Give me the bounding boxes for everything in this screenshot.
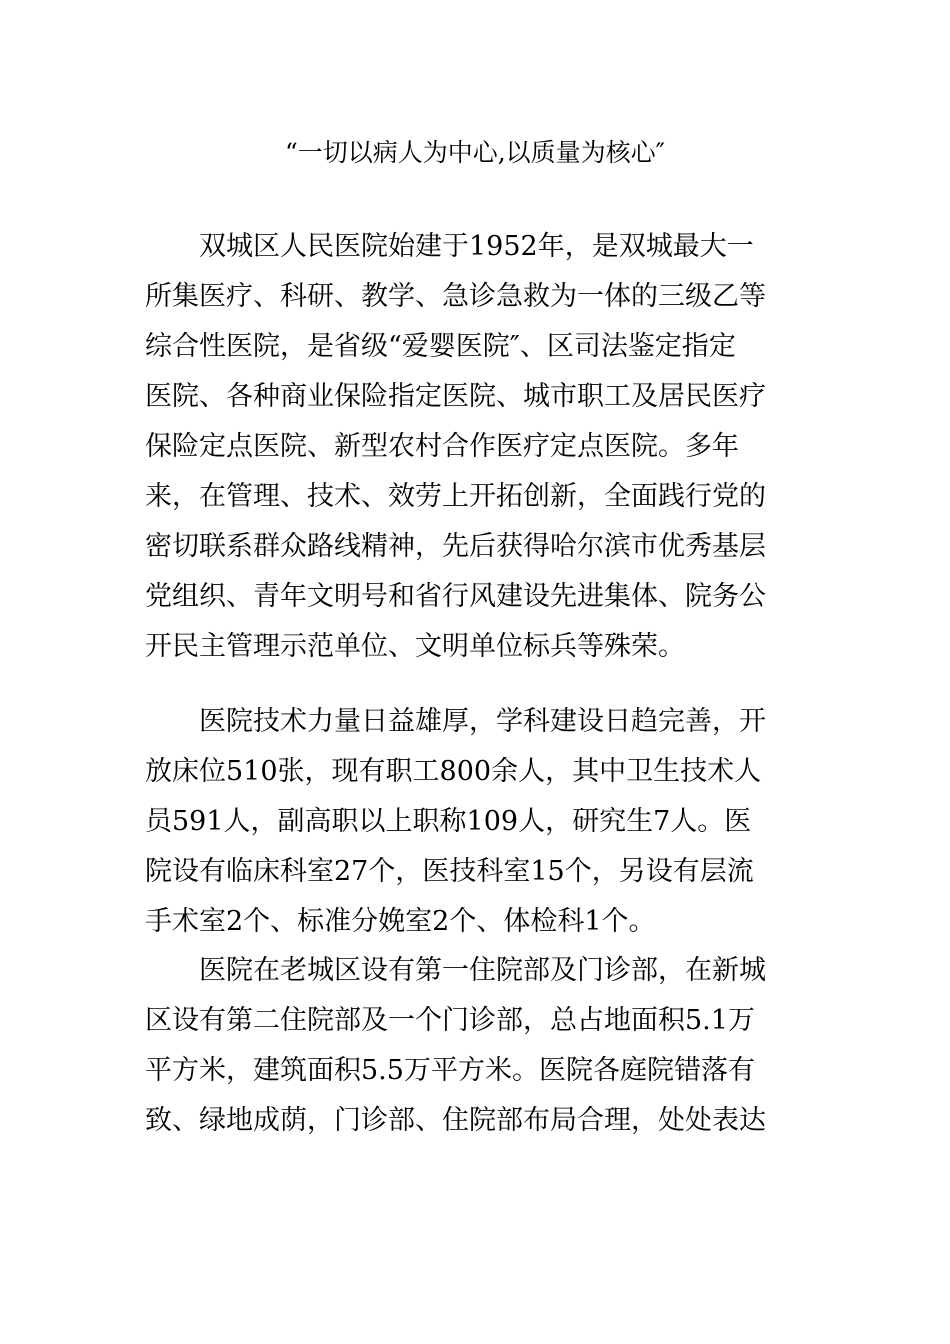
paragraph-line: 手术室2个、标准分娩室2个、体检科1个。 bbox=[145, 906, 656, 937]
paragraph-line: 员591人，副高职以上职称109人，研究生7人。医 bbox=[145, 806, 752, 837]
paragraph-line: 密切联系群众路线精神，先后获得哈尔滨市优秀基层 bbox=[145, 531, 766, 562]
paragraph-line: 放床位510张，现有职工800余人，其中卫生技术人 bbox=[145, 756, 762, 787]
paragraph-line: 开民主管理示范单位、文明单位标兵等殊荣。 bbox=[145, 631, 685, 662]
paragraph-line: 平方米，建筑面积5.5万平方米。医院各庭院错落有 bbox=[145, 1055, 755, 1086]
document-title: “一切以病人为中心,以质量为核心″ bbox=[284, 138, 666, 167]
paragraph-campus bbox=[145, 946, 825, 1146]
paragraph-line: 医院技术力量日益雄厚，学科建设日趋完善，开 bbox=[145, 706, 766, 737]
paragraph-staff bbox=[145, 697, 825, 947]
paragraph-line: 所集医疗、科研、教学、急诊急救为一体的三级乙等 bbox=[145, 281, 766, 312]
paragraph-line: 双城区人民医院始建于1952年，是双城最大一 bbox=[145, 231, 754, 262]
paragraph-line: 医院在老城区设有第一住院部及门诊部，在新城 bbox=[145, 955, 766, 986]
paragraph-line: 综合性医院，是省级“爱婴医院″、区司法鉴定指定 bbox=[145, 331, 736, 362]
paragraph-line: 医院、各种商业保险指定医院、城市职工及居民医疗 bbox=[145, 381, 766, 412]
paragraph-line: 院设有临床科室27个，医技科室15个，另设有层流 bbox=[145, 856, 754, 887]
paragraph-history bbox=[145, 222, 825, 672]
paragraph-line: 党组织、青年文明号和省行风建设先进集体、院务公 bbox=[145, 581, 766, 612]
paragraph-line: 区设有第二住院部及一个门诊部，总占地面积5.1万 bbox=[145, 1005, 755, 1036]
paragraph-line: 来，在管理、技术、效劳上开拓创新，全面践行党的 bbox=[145, 481, 766, 512]
paragraph-line: 保险定点医院、新型农村合作医疗定点医院。多年 bbox=[145, 431, 739, 462]
paragraph-line: 致、绿地成荫，门诊部、住院部布局合理，处处表达 bbox=[145, 1105, 766, 1136]
